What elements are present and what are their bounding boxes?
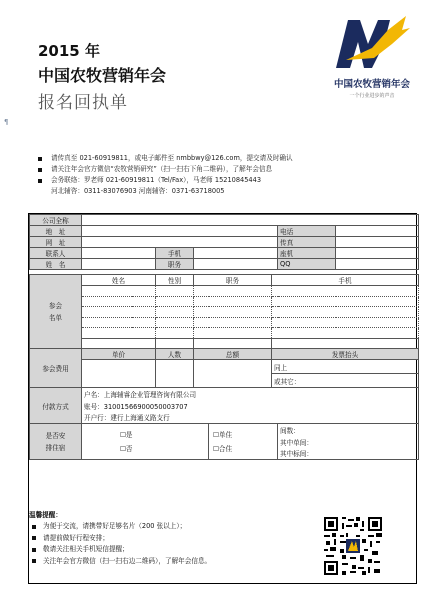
attendee-row: [30, 317, 419, 328]
total-field[interactable]: [194, 360, 272, 388]
phone-field[interactable]: [336, 226, 419, 237]
wechat-qr-code: [324, 517, 382, 575]
landline-label: 座机: [278, 248, 336, 259]
unit-price-field[interactable]: [82, 360, 156, 388]
note-item: [38, 164, 428, 175]
tips-title: 温馨提醒：: [29, 511, 62, 519]
attendee-col-position: 职务: [194, 275, 272, 286]
lodging-no-checkbox[interactable]: ☐否: [120, 444, 133, 453]
room-single-checkbox[interactable]: ☐单住: [213, 430, 233, 439]
count-field[interactable]: [156, 360, 194, 388]
note-text: 会务联络：罗老师 021-60919811（Tel/Fax），马老师 15210845443: [51, 176, 262, 184]
fee-col-total: 总额: [194, 349, 272, 360]
attendee-section-label: [30, 275, 82, 349]
note-item: [38, 186, 428, 197]
position-field[interactable]: [194, 259, 278, 270]
room-count-field[interactable]: [278, 424, 419, 436]
qq-label: QQ: [278, 259, 336, 270]
tip-text: 请提前做好行程安排；: [43, 533, 109, 542]
address-label: 地 址: [30, 226, 82, 237]
fax-field[interactable]: [336, 237, 419, 248]
payment-account-name: 户名：上海辅睿企业管理咨询有限公司: [82, 388, 419, 400]
fee-section-label: 参会费用: [30, 349, 82, 388]
landline-field[interactable]: [336, 248, 419, 259]
invoice-other-field[interactable]: [272, 374, 419, 388]
note-text: 河北辅咨：0311-83076903 河南辅咨：0371-63718005: [51, 187, 225, 195]
qr-code-icon: [324, 517, 382, 575]
address-field[interactable]: [82, 226, 278, 237]
invoice-same-text: 同上: [274, 363, 288, 372]
bullet-icon: [32, 525, 36, 529]
lodging-yes-checkbox[interactable]: ☐是: [120, 430, 133, 439]
fax-label: 传真: [278, 237, 336, 248]
attendee-row: [30, 296, 419, 307]
event-title: 中国农牧营销年会: [38, 66, 167, 85]
phone-label: 电话: [278, 226, 336, 237]
payment-bank: 开户行：建行上海通义路支行: [82, 412, 419, 424]
tips-section: [29, 510, 329, 567]
attendee-col-mobile: 手机: [272, 275, 419, 286]
fee-col-unit-price: 单价: [82, 349, 156, 360]
standard-rooms-text: 其中标间：: [280, 450, 313, 459]
name-label: 姓 名: [30, 259, 82, 270]
room-shared-checkbox[interactable]: ☐合住: [213, 444, 233, 453]
contact-field[interactable]: [82, 248, 156, 259]
attendee-col-name: 姓名: [82, 275, 156, 286]
fee-col-invoice: 发票抬头: [272, 349, 419, 360]
note-item: [38, 175, 428, 186]
tip-item: [29, 556, 329, 568]
tip-text: 为便于交流，请携带好足够名片（200 张以上）；: [43, 522, 187, 530]
bullet-icon: [32, 536, 36, 540]
form-subtitle: 报名回执单: [38, 93, 128, 113]
website-field[interactable]: [82, 237, 278, 248]
tip-text: 关注年会官方微信（扫一扫右边二维码），了解年会信息。: [43, 556, 212, 565]
lodging-label: [30, 424, 82, 460]
contact-label: 联系人: [30, 248, 82, 259]
payment-label: 付款方式: [30, 388, 82, 424]
attendee-row: [30, 307, 419, 318]
invoice-same-option[interactable]: [272, 360, 419, 374]
bullet-icon: [32, 559, 36, 563]
room-type-options: [209, 424, 278, 460]
room-count-text: 间数：: [280, 426, 300, 435]
attendee-col-gender: 性别: [156, 275, 194, 286]
tip-item: [29, 521, 329, 533]
lodging-options: [82, 424, 209, 460]
notes-list: [38, 153, 428, 197]
paragraph-marker-icon: ¶: [4, 118, 9, 126]
tip-item: [29, 544, 329, 556]
attendee-row: [30, 328, 419, 339]
logo-tagline: 一个行业进步的声音: [349, 93, 395, 99]
qq-field[interactable]: [336, 259, 419, 270]
lodging-label-line-1: 是否安: [45, 431, 66, 440]
single-rooms-field[interactable]: [278, 436, 419, 448]
single-rooms-text: 其中单间：: [280, 438, 313, 447]
attendee-row: [30, 286, 419, 297]
note-item: [38, 153, 428, 164]
event-logo: [318, 14, 418, 104]
bullet-icon: [32, 548, 36, 552]
invoice-other-text: 或其它：: [274, 377, 301, 386]
note-text: 请关注年会官方微信“农牧营销研究”（扫一扫右下角二维码），了解年会信息: [51, 165, 273, 173]
mobile-field[interactable]: [194, 248, 278, 259]
position-label: 职务: [156, 259, 194, 270]
note-text: 请传真至 021-60919811，或电子邮件至 nmbbwy@126.com，提交请及时确认: [51, 154, 293, 162]
bullet-icon: [38, 179, 42, 183]
event-year: 2015 年: [38, 42, 100, 60]
standard-rooms-field[interactable]: [278, 448, 419, 460]
attendee-section-text: 参会 名单: [48, 301, 63, 322]
mobile-label: 手机: [156, 248, 194, 259]
tip-item: [29, 533, 329, 545]
bullet-icon: [38, 157, 42, 161]
company-field[interactable]: [82, 215, 419, 226]
name-field[interactable]: [82, 259, 156, 270]
logo-name: 中国农牧营销年会: [333, 79, 410, 90]
fee-col-count: 人数: [156, 349, 194, 360]
website-label: 网 址: [30, 237, 82, 248]
company-label: 公司全称: [30, 215, 82, 226]
tip-text: 敬请关注相关手机短信提醒；: [43, 545, 129, 553]
logo-mark-icon: [332, 14, 412, 72]
attendee-row: [30, 338, 419, 349]
bullet-icon: [38, 168, 42, 172]
lodging-label-line-2: 排住宿: [45, 443, 66, 452]
payment-account-number: 账号：31001566900050003707: [82, 400, 419, 412]
